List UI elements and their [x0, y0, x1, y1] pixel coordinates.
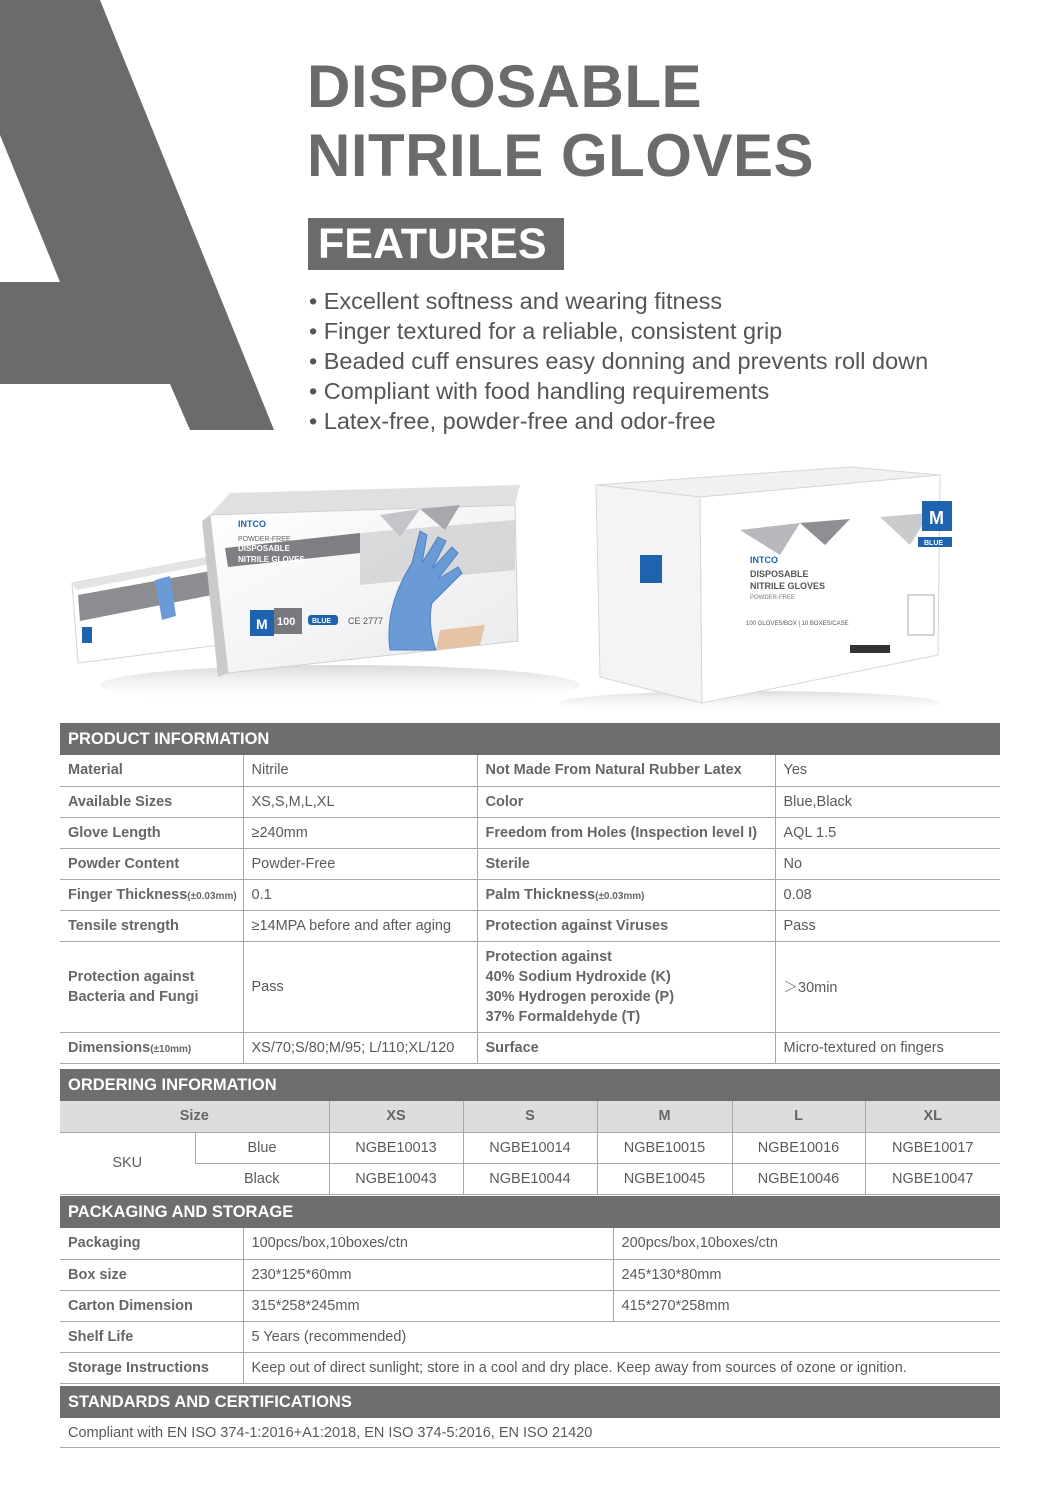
info-value: 0.1: [243, 879, 477, 910]
sku-label: SKU: [60, 1132, 195, 1194]
info-label: Protection against Viruses: [477, 910, 775, 941]
info-label: [60, 879, 243, 910]
info-label: Surface: [477, 1032, 775, 1063]
info-value: No: [775, 848, 1000, 879]
table-row: [60, 879, 1000, 910]
info-label: Not Made From Natural Rubber Latex: [477, 755, 775, 786]
info-value: Blue,Black: [775, 786, 1000, 817]
size-header: XS: [329, 1101, 463, 1132]
standards-section: [60, 1386, 1000, 1448]
carton-count: 100 GLOVES/BOX | 10 BOXES/CASE: [746, 621, 849, 627]
product-info-table: [60, 755, 1000, 1064]
packaging-table: [60, 1228, 1000, 1384]
info-value: ＞30min: [775, 941, 1000, 1032]
info-label: Sterile: [477, 848, 775, 879]
section-heading: STANDARDS AND CERTIFICATIONS: [60, 1386, 1000, 1418]
table-row: [60, 1321, 1000, 1352]
info-label: Material: [60, 755, 243, 786]
box-title-2: NITRILE GLOVES: [238, 555, 305, 564]
section-heading: PRODUCT INFORMATION: [60, 723, 1000, 755]
packaging-value: 100pcs/box,10boxes/ctn: [243, 1228, 613, 1259]
label-line: 37% Formaldehyde (T): [485, 1008, 641, 1025]
size-header: XL: [865, 1101, 1000, 1132]
decorative-letter-a: [0, 0, 280, 432]
table-row: [60, 786, 1000, 817]
info-label-text: Dimensions: [68, 1039, 151, 1056]
carton-size: M: [929, 508, 944, 528]
box-count: 100: [277, 616, 296, 628]
feature-item: • Beaded cuff ensures easy donning and prevents roll down: [309, 348, 929, 374]
feature-item: • Compliant with food handling requirements: [309, 378, 770, 404]
info-label: [60, 941, 243, 1032]
info-value: ≥240mm: [243, 817, 477, 848]
title-line-1: DISPOSABLE: [307, 53, 703, 120]
size-header: L: [732, 1101, 865, 1132]
features-heading: FEATURES: [308, 218, 564, 270]
table-row: [60, 910, 1000, 941]
table-row: [60, 1163, 1000, 1194]
box-color: BLUE: [312, 618, 332, 625]
carton-title-2: NITRILE GLOVES: [750, 581, 826, 591]
table-row: [60, 1352, 1000, 1383]
info-value: XS,S,M,L,XL: [243, 786, 477, 817]
table-row: [60, 1259, 1000, 1290]
box-size: M: [256, 616, 268, 632]
carton-title-1: DISPOSABLE: [750, 569, 809, 579]
glove-box: [202, 485, 520, 677]
size-header: M: [597, 1101, 732, 1132]
info-label: [477, 879, 775, 910]
carton-brand: INTCO: [750, 555, 778, 565]
info-value: AQL 1.5: [775, 817, 1000, 848]
standards-text: Compliant with EN ISO 374-1:2016+A1:2018, EN ISO 374-5:2016, EN ISO 21420: [60, 1418, 1000, 1448]
tolerance-note: (±10mm): [150, 1043, 192, 1055]
sku-code: NGBE10016: [732, 1132, 865, 1163]
sku-code: NGBE10047: [865, 1163, 1000, 1194]
box-ce-mark: CE 2777: [348, 616, 384, 626]
info-label-text: Palm Thickness: [485, 886, 596, 903]
size-header: Size: [60, 1101, 329, 1132]
packaging-value: 230*125*60mm: [243, 1259, 613, 1290]
table-row: [60, 817, 1000, 848]
shelf-life-label: Shelf Life: [60, 1321, 243, 1352]
table-row: [60, 848, 1000, 879]
sku-code: NGBE10015: [597, 1132, 732, 1163]
feature-item: • Excellent softness and wearing fitness: [309, 288, 723, 314]
ordering-information-section: [60, 1069, 1000, 1195]
label-line: Bacteria and Fungi: [68, 988, 199, 1005]
info-label: Tensile strength: [60, 910, 243, 941]
info-value: Micro-textured on fingers: [775, 1032, 1000, 1063]
info-label: [60, 1032, 243, 1063]
sku-color: Blue: [195, 1132, 329, 1163]
product-information-section: [60, 723, 1000, 1064]
info-label: Powder Content: [60, 848, 243, 879]
packaging-label: Box size: [60, 1259, 243, 1290]
info-value: ≥14MPA before and after aging: [243, 910, 477, 941]
section-heading: ORDERING INFORMATION: [60, 1069, 1000, 1101]
info-value: Powder-Free: [243, 848, 477, 879]
table-row: [60, 1032, 1000, 1063]
label-line: 40% Sodium Hydroxide (K): [485, 968, 671, 985]
packaging-value: 245*130*80mm: [613, 1259, 1000, 1290]
shipping-carton: [596, 467, 952, 703]
info-value: 0.08: [775, 879, 1000, 910]
label-line: Protection against: [68, 968, 195, 985]
tolerance-note: (±0.03mm): [187, 890, 237, 902]
sku-code: NGBE10013: [329, 1132, 463, 1163]
ordering-table: [60, 1101, 1000, 1195]
size-header: S: [463, 1101, 597, 1132]
storage-value: Keep out of direct sunlight; store in a cool and dry place. Keep away from sources of ozone or ignition.: [243, 1352, 1000, 1383]
tolerance-note: (±0.03mm): [595, 890, 645, 902]
info-label: [477, 941, 775, 1032]
sku-code: NGBE10043: [329, 1163, 463, 1194]
section-heading: PACKAGING AND STORAGE: [60, 1196, 1000, 1228]
packaging-label: Packaging: [60, 1228, 243, 1259]
info-label: Glove Length: [60, 817, 243, 848]
feature-list: [309, 286, 928, 436]
info-value: XS/70;S/80;M/95; L/110;XL/120: [243, 1032, 477, 1063]
table-row: [60, 941, 1000, 1032]
table-row: [60, 1228, 1000, 1259]
info-value: Pass: [775, 910, 1000, 941]
packaging-value: 200pcs/box,10boxes/ctn: [613, 1228, 1000, 1259]
product-photo: [60, 445, 1000, 715]
sku-color: Black: [195, 1163, 329, 1194]
box-brand: INTCO: [238, 519, 266, 529]
info-label: Available Sizes: [60, 786, 243, 817]
carton-color: BLUE: [924, 540, 944, 547]
packaging-value: 415*270*258mm: [613, 1290, 1000, 1321]
back-glove-box: [72, 557, 220, 663]
info-value: Pass: [243, 941, 477, 1032]
packaging-value: 315*258*245mm: [243, 1290, 613, 1321]
packaging-storage-section: [60, 1196, 1000, 1384]
table-row: [60, 755, 1000, 786]
box-title-1: DISPOSABLE: [238, 544, 291, 553]
sku-code: NGBE10044: [463, 1163, 597, 1194]
label-line: 30% Hydrogen peroxide (P): [485, 988, 675, 1005]
info-value: Nitrile: [243, 755, 477, 786]
page-title: [307, 52, 814, 190]
table-row: [60, 1132, 1000, 1163]
feature-item: • Latex-free, powder-free and odor-free: [309, 408, 716, 434]
info-label: Freedom from Holes (Inspection level I): [477, 817, 775, 848]
feature-item: • Finger textured for a reliable, consistent grip: [309, 318, 783, 344]
box-subtitle: POWDER-FREE: [238, 536, 291, 543]
table-row: [60, 1290, 1000, 1321]
sku-code: NGBE10045: [597, 1163, 732, 1194]
info-label-text: Finger Thickness: [68, 886, 188, 903]
size-header-row: [60, 1101, 1000, 1132]
storage-label: Storage Instructions: [60, 1352, 243, 1383]
shelf-life-value: 5 Years (recommended): [243, 1321, 1000, 1352]
packaging-label: Carton Dimension: [60, 1290, 243, 1321]
info-label: Color: [477, 786, 775, 817]
sku-code: NGBE10046: [732, 1163, 865, 1194]
sku-code: NGBE10014: [463, 1132, 597, 1163]
carton-subtitle: POWDER-FREE: [750, 595, 795, 601]
info-value: Yes: [775, 755, 1000, 786]
label-line: Protection against: [485, 948, 612, 965]
title-line-2: NITRILE GLOVES: [307, 122, 815, 189]
sku-code: NGBE10017: [865, 1132, 1000, 1163]
